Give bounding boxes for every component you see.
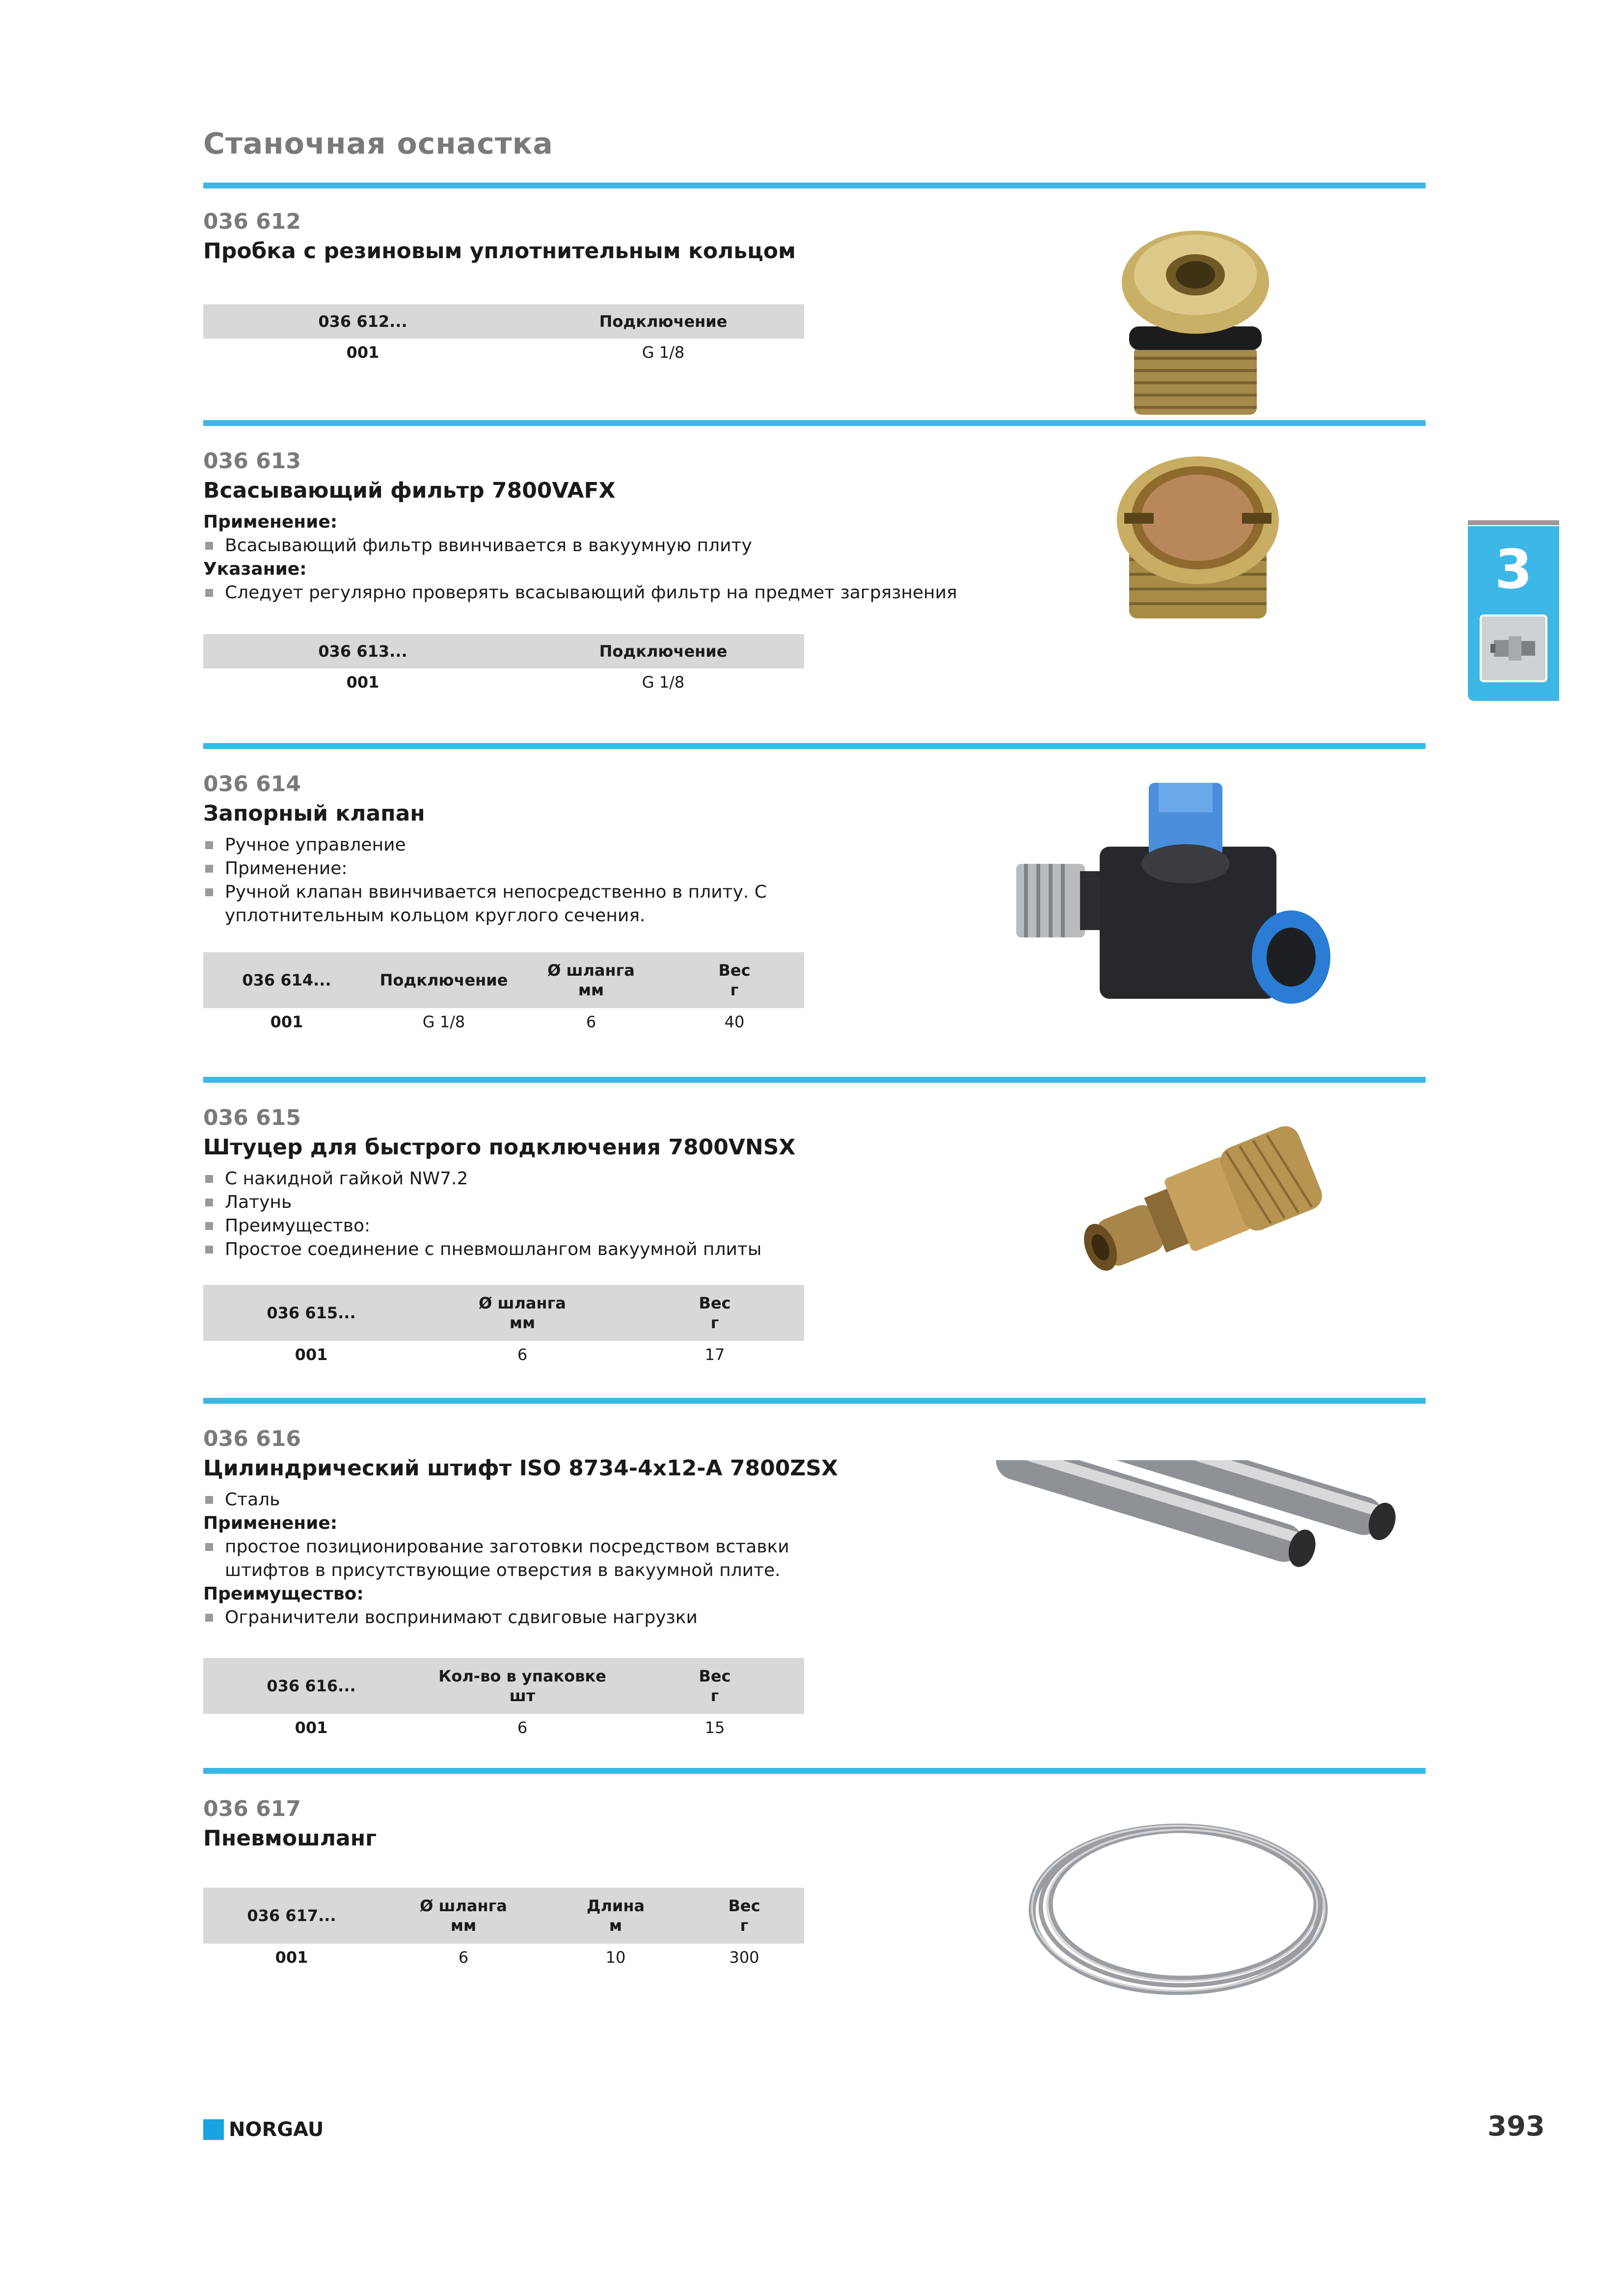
table-cell: 6 [458,1948,469,1967]
product-table [203,1285,804,1368]
product-table [203,634,804,696]
section-separator [203,1398,1426,1404]
table-header-cell: 036 614... [242,971,331,989]
product-code: 036 612 [203,209,301,234]
table-header-cell [419,1666,625,1706]
table-cell: 10 [605,1948,626,1967]
table-header-cell [625,1293,804,1333]
logo-mark [203,2119,224,2140]
product-title: Пробка с резиновым уплотнительным кольцом [203,239,796,264]
table-cell: 001 [270,1013,303,1031]
table-row [203,1714,804,1741]
brand-name: NORGAU [229,2118,324,2141]
product-title: Запорный клапан [203,801,425,826]
section-separator [203,743,1426,749]
section-separator [203,1768,1426,1774]
table-cell: 17 [704,1345,725,1364]
text-line: Применение: [203,512,338,532]
table-header-cell: 036 617... [247,1906,336,1925]
page-title: Станочная оснастка [203,127,553,161]
product-code: 036 616 [203,1426,301,1451]
table-header-cell [419,1293,625,1333]
text-line: Указание: [203,559,307,579]
text-line: Ручное управление [203,833,1426,857]
table-header [203,304,804,339]
table-cell: 001 [346,343,379,362]
product-table [203,1888,804,1971]
chapter-tab[interactable] [1468,526,1559,701]
text-line: уплотнительным кольцом круглого сечения. [225,906,646,926]
table-row [203,668,804,696]
table-cell: 001 [295,1345,328,1364]
table-cell: 001 [346,673,379,692]
text-line: Сталь [203,1488,1426,1512]
chapter-tab-top [1468,520,1559,525]
header-unit: м [609,1916,622,1935]
product-image-plug [1114,226,1276,419]
product-image-connector [1060,1109,1335,1293]
table-cell: G 1/8 [642,673,685,692]
table-header-cell [380,1896,547,1935]
text-line: Ограничители воспринимают сдвиговые нагрузки [203,1606,1426,1629]
header-label: Ø шланга [479,1294,566,1312]
table-cell: 001 [295,1718,328,1737]
product-image-hose [1016,1806,1340,2004]
text-line: Всасывающий фильтр ввинчивается в вакуумную плиту [203,534,1426,558]
table-cell: 001 [275,1948,308,1967]
table-cell: G 1/8 [642,343,685,362]
header-separator [203,183,1426,188]
table-header [203,1888,804,1944]
header-unit: г [740,1916,749,1935]
text-line: Преимущество: [203,1584,364,1604]
fitting-icon [1480,614,1547,682]
header-label: Вес [699,1667,731,1685]
table-header [203,634,804,668]
header-unit: г [730,981,739,999]
table-row [203,1341,804,1368]
text-line: штифтов в присутствующие отверстия в вакуумной плите. [225,1560,781,1580]
header-label: Ø шланга [420,1896,507,1915]
product-code: 036 613 [203,449,301,474]
product-title: Штуцер для быстрого подключения 7800VNSX [203,1135,796,1160]
text-line: Применение: [203,1513,338,1533]
text-line: Следует регулярно проверять всасывающий фильтр на предмет загрязнения [203,581,1426,605]
table-header [203,952,804,1008]
brand-logo [203,2118,324,2141]
section-separator [203,1077,1426,1083]
table-header-cell [684,1896,804,1935]
product-table [203,952,804,1036]
product-table [203,1658,804,1741]
header-unit: мм [509,1313,536,1332]
table-header-cell [517,961,665,1000]
header-label: Кол-во в упаковке [438,1667,606,1685]
table-header-cell: 036 615... [267,1304,356,1322]
text-line: Простое соединение с пневмошлангом вакуумной плиты [203,1238,1426,1261]
table-header-cell: Подключение [599,642,728,661]
table-cell: 6 [517,1345,528,1364]
product-code: 036 614 [203,772,301,797]
table-header [203,1658,804,1714]
product-table [203,304,804,366]
table-row [203,1008,804,1036]
product-code: 036 617 [203,1796,301,1821]
product-title: Всасывающий фильтр 7800VAFX [203,478,616,503]
text-line: Применение: [203,857,1426,881]
text-line: С накидной гайкой NW7.2 [203,1167,1426,1191]
table-cell: G 1/8 [422,1013,465,1031]
section-separator [203,420,1426,426]
header-label: Ø шланга [547,961,635,980]
table-header-cell: 036 616... [267,1677,356,1695]
table-header-cell: Подключение [379,971,508,989]
product-image-filter [1114,452,1281,630]
product-image-pins [962,1460,1404,1644]
table-header-cell [625,1666,804,1706]
header-label: Вес [699,1294,731,1312]
table-row [203,1944,804,1971]
table-header-cell: Подключение [599,312,728,331]
text-line: Преимущество: [203,1214,1426,1238]
table-cell: 300 [729,1948,759,1967]
product-title: Цилиндрический штифт ISO 8734-4x12-A 7800ZSX [203,1456,838,1481]
header-label: Вес [718,961,751,980]
product-title: Пневмошланг [203,1826,377,1851]
table-cell: 6 [586,1013,596,1031]
table-header-cell [547,1896,684,1935]
header-unit: г [710,1313,719,1332]
text-line: простое позиционирование заготовки посредством вставки [203,1535,1426,1559]
product-image-valve [1001,773,1345,1040]
header-unit: мм [578,981,604,999]
chapter-number: 3 [1494,538,1533,601]
header-unit: мм [450,1916,477,1935]
table-header-cell [665,961,804,1000]
text-line: Ручной клапан ввинчивается непосредственно в плиту. С [203,881,1426,904]
header-unit: г [710,1686,719,1705]
table-header-cell: 036 613... [318,642,407,661]
page-number: 393 [1488,2110,1545,2142]
text-line: Латунь [203,1191,1426,1214]
table-cell: 15 [704,1718,725,1737]
table-header-cell: 036 612... [318,312,407,331]
product-code: 036 615 [203,1105,301,1130]
table-cell: 40 [724,1013,745,1031]
header-unit: шт [509,1686,536,1705]
header-label: Длина [586,1896,645,1915]
table-cell: 6 [517,1718,528,1737]
header-label: Вес [728,1896,760,1915]
table-header [203,1285,804,1341]
table-row [203,339,804,366]
